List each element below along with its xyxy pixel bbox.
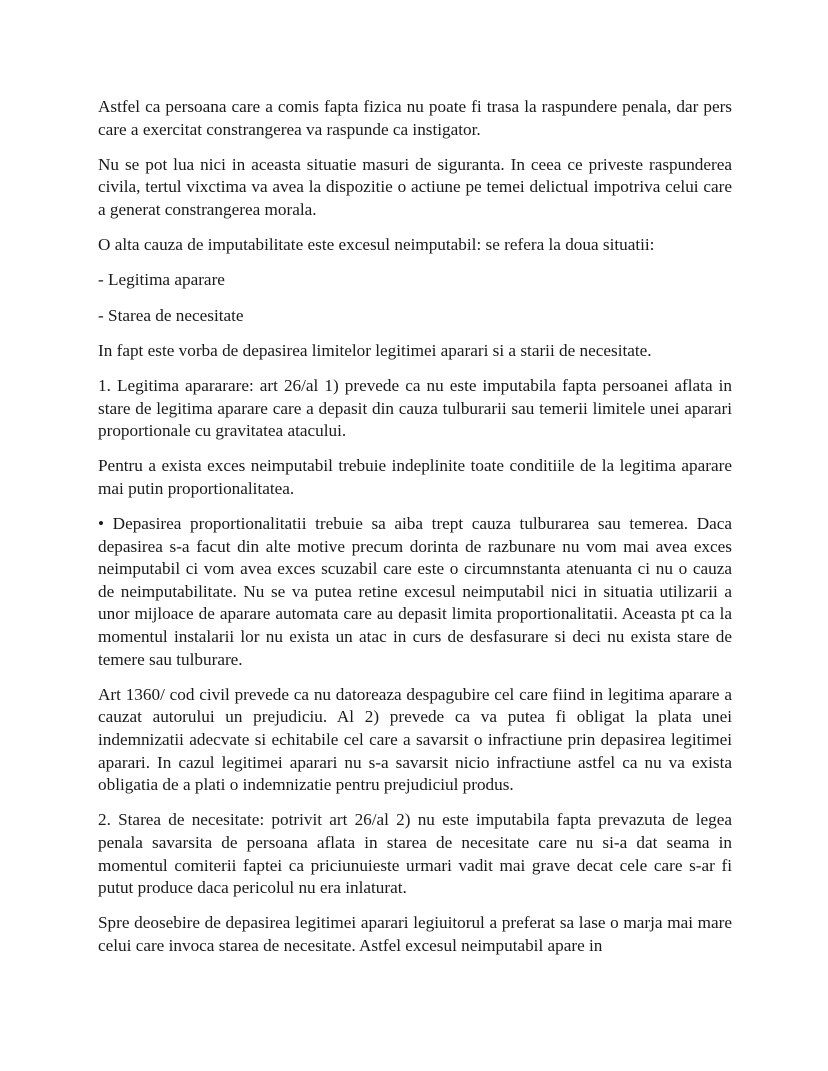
paragraph-art-1360-cod-civil: Art 1360/ cod civil prevede ca nu datoreaza despagubire cel care fiind in legitima aparare a cauzat autorului un prejudiciu. Al 2) prevede ca va putea fi obligat la plata unei indemnizatii adecvate si echitabile cel care a savarsit o infractiune prin depasirea legitimei aparari. In cazul legitimei aparari nu s-a savarsit nicio infractiune astfel ca nu va exista obligatia de a plati o indemnizatie pentru prejudiciul produs. [98,684,732,795]
paragraph-spre-deosebire: Spre deosebire de depasirea legitimei aparari legiuitorul a preferat sa lase o marja mai mare celui care invoca starea de necesitate. Astfel excesul neimputabil apare in [98,913,732,955]
paragraph-depasirea-limitelor: In fapt este vorba de depasirea limitelor legitimei aparari si a starii de necesitate. [98,340,652,360]
paragraph-starea-de-necesitate-art26-al2: 2. Starea de necesitate: potrivit art 26/al 2) nu este imputabila fapta prevazuta de legea penala savarsita de persoana aflata in starea de necesitate care nu si-a dat seama in momentul comiterii faptei ca priciunuieste urmari vadit mai grave decat cele care s-ar fi putut produce daca pericolul nu era inlaturat. [98,810,732,898]
paragraph-constrangere-instigator: Astfel ca persoana care a comis fapta fizica nu poate fi trasa la raspundere penala, dar pers care a exercitat constrangerea va raspunde ca instigator. [98,97,732,139]
paragraph-legitima-aparare-art26-al1: 1. Legitima apararare: art 26/al 1) prevede ca nu este imputabila fapta persoanei aflata in stare de legitima aparare care a depasit din cauza tulburarii sau temerii limitele unei aparari proportionale cu gravitatea atacului. [98,375,732,441]
paragraph-exces-neimputabil-intro: O alta cauza de imputabilitate este excesul neimputabil: se refera la doua situatii: [98,235,655,255]
paragraph-masuri-siguranta: Nu se pot lua nici in aceasta situatie masuri de siguranta. In ceea ce priveste raspunderea civila, tertul vixctima va avea la dispozitie o actiune pe temei delictual impotriva celui care a generat constrangerea morala. [98,154,732,219]
document-page [98,96,732,970]
paragraph-conditii-exces: Pentru a exista exces neimputabil trebuie indeplinite toate conditiile de la legitima aparare mai putin proportionalitatea. [98,456,732,498]
bullet-depasirea-proportionalitatii: • Depasirea proportionalitatii trebuie sa aiba trept cauza tulburarea sau temerea. Daca depasirea s-a facut din alte motive precum dorinta de razbunare nu vom mai avea exces neimputabil ci vom avea exces scuzabil care este o circumnstanta atenuanta ci nu o cauza de neimputabilitate. Nu se va putea retine excesul neimputabil nici in situatia utilizarii a unor mijloace de aparare automata care au depasit limita proportionalitatii. Aceasta pt ca la momentul instalarii lor nu exista un atac in curs de desfasurare si deci nu exista stare de temere sau tulburare. [98,514,732,669]
list-item-starea-de-necesitate: - Starea de necesitate [98,305,244,325]
list-item-legitima-aparare: - Legitima aparare [98,270,225,290]
